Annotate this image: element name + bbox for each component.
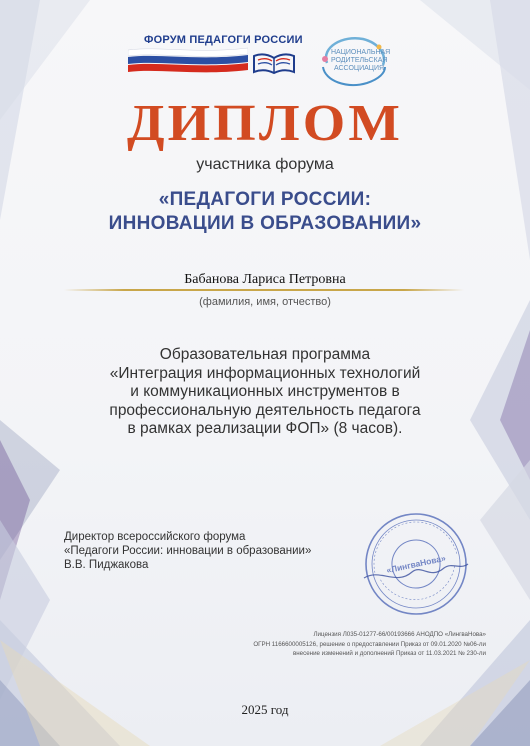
license-info [170, 630, 486, 659]
diploma-subtitle: участника форума [196, 156, 334, 173]
program-line1: Образовательная программа [159, 346, 371, 363]
association-logo-text: НАЦИОНАЛЬНАЯ РОДИТЕЛЬСКАЯ АССОЦИАЦИЯ [331, 49, 391, 72]
forum-name-line2: ИННОВАЦИИ В ОБРАЗОВАНИИ» [108, 213, 422, 234]
signature-block [64, 530, 374, 572]
program-line4: профессиональную деятельность педагога [109, 401, 421, 419]
stamp-center-text: «ЛингваНова» [385, 552, 447, 576]
forum-logo [128, 26, 303, 82]
open-book-icon [250, 46, 298, 76]
program-line5: в рамках реализации ФОП» (8 часов). [127, 420, 403, 437]
stamp-seal-icon [360, 508, 472, 620]
diploma-title: ДИПЛОМ [126, 95, 404, 152]
signature-line1: Директор всероссийского форума [64, 531, 246, 543]
association-logo [313, 33, 391, 89]
license-line2: ОГРН 1166600005126, решение о предоставлении Приказ от 09.01.2020 №06-ли [253, 640, 486, 648]
recipient-name: Бабанова Лариса Петровна [184, 272, 346, 287]
issue-year: 2025 год [241, 702, 289, 717]
signature-line2: «Педагоги России: инновации в образовании» [64, 545, 312, 557]
official-stamp [360, 508, 472, 620]
recipient-underline [64, 289, 464, 291]
program-line2: «Интеграция информационных технологий [109, 364, 421, 382]
forum-name [0, 188, 530, 236]
signer-name: В.В. Пиджакова [64, 559, 149, 571]
flag-ribbon-icon [128, 46, 248, 76]
recipient-caption: (фамилия, имя, отчество) [199, 296, 331, 308]
forum-name-line1: «ПЕДАГОГИ РОССИИ: [158, 189, 372, 210]
program-line3: и коммуникационных инструментов в [130, 383, 400, 400]
forum-logo-text: ФОРУМ ПЕДАГОГИ РОССИИ [144, 34, 303, 46]
license-line1: Лицензия Л035-01277-66/00193666 АНОДПО «ЛингваНова» [313, 631, 486, 638]
program-description [30, 346, 500, 439]
license-line3: внесение изменений и дополнений Приказ от 11.03.2021 № 230-ли [292, 650, 486, 657]
